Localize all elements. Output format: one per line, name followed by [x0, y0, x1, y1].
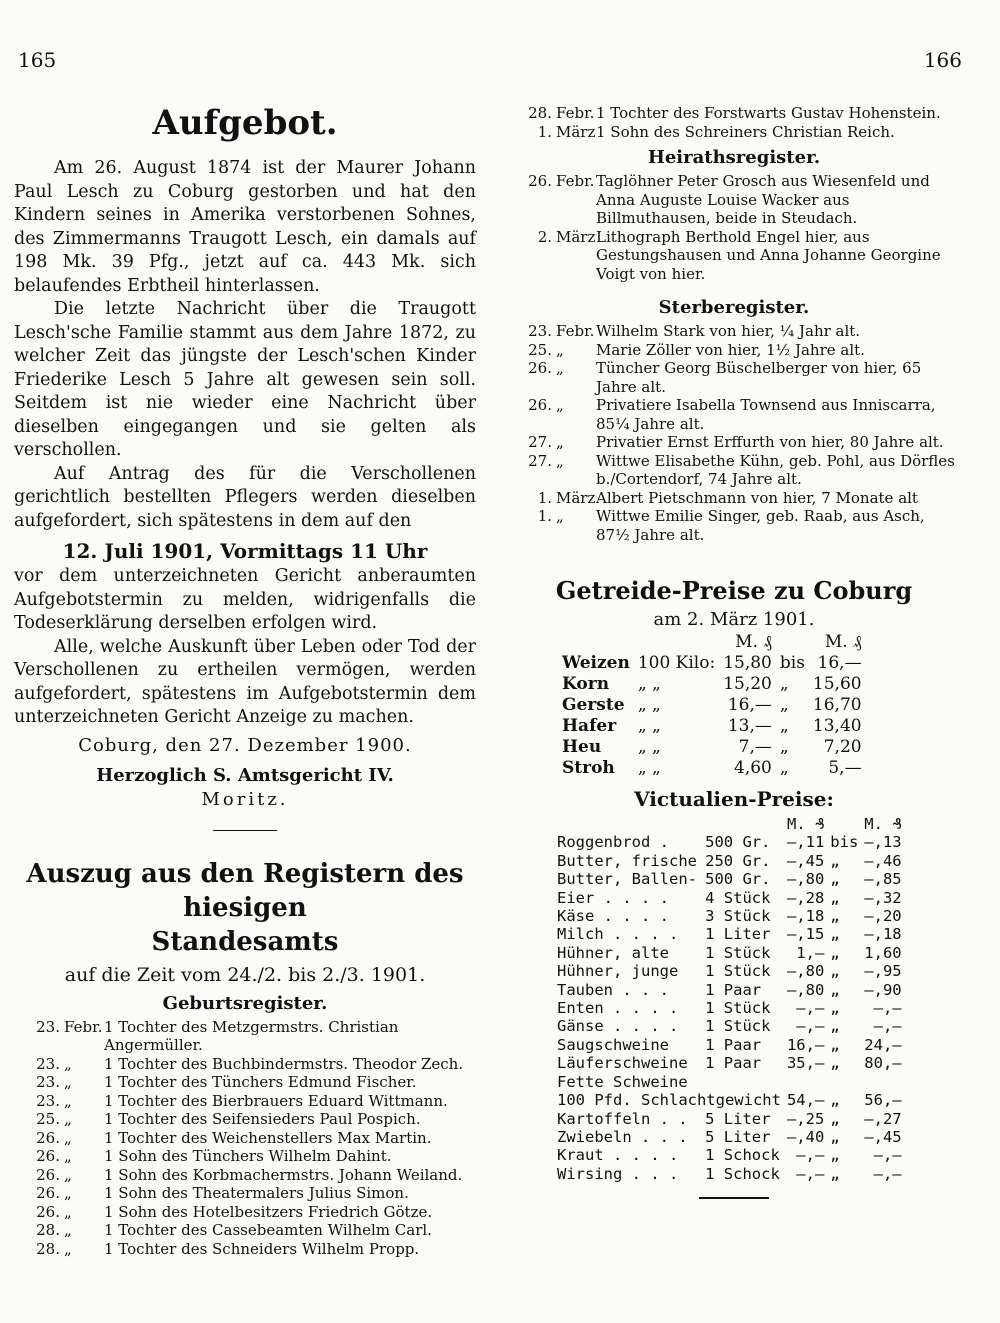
- price-separator: „: [830, 870, 840, 889]
- price-row: [554, 925, 905, 943]
- register-entry: 1 Tochter des Tünchers Edmund Fischer.: [104, 1073, 417, 1091]
- register-month: „: [556, 396, 564, 414]
- register-month: „: [64, 1221, 72, 1239]
- register-entry: 1 Sohn des Theatermalers Julius Simon.: [104, 1184, 409, 1202]
- price-item: Hafer: [562, 716, 617, 736]
- price-from: —,—: [796, 1017, 825, 1036]
- register-entry: Privatiere Isabella Townsend aus Inniscarra, 85¼ Jahre alt.: [596, 396, 936, 433]
- price-separator: „: [830, 943, 840, 962]
- price-from: —,28: [786, 888, 825, 907]
- register-month: „: [556, 340, 564, 359]
- register-month: Febr.: [64, 1017, 103, 1036]
- price-to: —,—: [873, 1017, 902, 1036]
- getreide-title: Getreide-Preise zu Coburg: [555, 576, 913, 605]
- heiratsregister-title: Heirathsregister.: [647, 147, 821, 168]
- register-month: „: [64, 1110, 72, 1128]
- price-from: —,15: [786, 925, 825, 944]
- register-month: „: [64, 1202, 72, 1221]
- price-separator: „: [830, 1164, 840, 1183]
- price-from: —,—: [796, 1164, 825, 1183]
- price-quantity: 1 Schock: [705, 1164, 780, 1183]
- price-item: Käse . . . .: [557, 907, 669, 926]
- register-row: [14, 1110, 476, 1129]
- price-to: 56,—: [864, 1091, 902, 1110]
- register-day: 2.: [537, 227, 552, 246]
- price-from: —,25: [786, 1109, 825, 1128]
- register-entry: Marie Zöller von hier, 1½ Jahre alt.: [596, 340, 865, 359]
- register-day: 26.: [36, 1165, 60, 1184]
- price-quantity: 1 Stück: [705, 1017, 771, 1036]
- aufgebot-date-line: 12. Juli 1901, Vormittags 11 Uhr: [62, 539, 428, 563]
- register-row: [506, 123, 962, 142]
- register-entry: Wilhelm Stark von hier, ¼ Jahr alt.: [596, 322, 861, 340]
- unit-header: M. ₰: [786, 815, 825, 833]
- register-entry: 1 Tochter des Forstwarts Gustav Hohenstein.: [596, 104, 941, 122]
- price-to: 24,—: [864, 1035, 902, 1054]
- price-from: —,80: [786, 870, 825, 889]
- price-separator: „: [830, 1146, 840, 1165]
- price-row: [554, 962, 905, 980]
- price-to: —,20: [864, 907, 902, 926]
- register-row: [506, 359, 962, 396]
- price-separator: „: [779, 716, 789, 736]
- price-row: [554, 1073, 905, 1091]
- price-to: 5,—: [828, 758, 862, 778]
- price-from: 1,—: [796, 943, 825, 962]
- price-quantity: „ „: [637, 758, 661, 778]
- register-day: 23.: [528, 322, 552, 340]
- price-item: Butter, Ballen-: [557, 870, 697, 889]
- price-from: —,11: [786, 833, 825, 852]
- price-to: 15,60: [812, 674, 862, 694]
- register-entry: 1 Sohn des Korbmachermstrs. Johann Weiland.: [104, 1165, 463, 1184]
- price-quantity: 500 Gr.: [705, 870, 771, 889]
- register-row: [14, 1073, 476, 1092]
- price-item: Kartoffeln . .: [557, 1109, 688, 1128]
- register-entry: Wittwe Elisabethe Kühn, geb. Pohl, aus Dörfles b./Cortendorf, 74 Jahre alt.: [596, 451, 955, 488]
- price-separator: „: [779, 758, 789, 778]
- register-row: [506, 341, 962, 360]
- register-entry: 1 Tochter des Seifensieders Paul Pospich.: [104, 1110, 421, 1128]
- page-number-left: 165: [18, 48, 57, 72]
- price-quantity: 1 Paar: [705, 1054, 762, 1073]
- price-separator: „: [830, 925, 840, 944]
- price-quantity: „ „: [637, 737, 661, 757]
- unit-header: M. ₰: [735, 632, 772, 652]
- register-entry: 1 Sohn des Hotelbesitzers Friedrich Götze.: [104, 1202, 433, 1221]
- price-from: 54,—: [786, 1091, 825, 1110]
- register-row: [506, 433, 962, 452]
- register-month: März: [556, 122, 596, 141]
- register-month: „: [64, 1073, 72, 1091]
- price-quantity: „ „: [637, 674, 661, 694]
- divider: [699, 1197, 769, 1199]
- price-quantity: 1 Stück: [705, 943, 771, 962]
- price-to: 13,40: [812, 716, 862, 736]
- price-from: 13,—: [727, 716, 772, 736]
- register-month: „: [556, 507, 564, 525]
- register-row: [506, 228, 962, 284]
- price-row: [554, 1146, 905, 1164]
- price-from: —,18: [786, 907, 825, 926]
- price-item: Tauben . . .: [557, 980, 669, 999]
- register-row: [506, 104, 962, 123]
- register-day: 26.: [528, 172, 552, 190]
- price-quantity: 500 Gr.: [705, 833, 771, 852]
- price-to: —,95: [864, 962, 902, 981]
- register-entry: 1 Tochter des Schneiders Wilhelm Propp.: [104, 1239, 420, 1258]
- price-from: 35,—: [786, 1054, 825, 1073]
- register-entry: Wittwe Emilie Singer, geb. Raab, aus Asch, 87½ Jahre alt.: [596, 507, 925, 544]
- register-row: [14, 1240, 476, 1259]
- price-quantity: 1 Paar: [705, 1035, 762, 1054]
- price-to: —,90: [864, 980, 902, 999]
- price-from: —,80: [786, 962, 825, 981]
- price-row: [558, 695, 866, 716]
- register-row: [14, 1203, 476, 1222]
- price-quantity: 1 Stück: [705, 962, 771, 981]
- geburtsregister-table: [14, 1018, 476, 1259]
- price-from: —,—: [796, 999, 825, 1018]
- price-to: —,—: [873, 999, 902, 1018]
- price-item: Wirsing . . .: [557, 1164, 679, 1183]
- aufgebot-title: Aufgebot.: [152, 103, 338, 143]
- price-from: 4,60: [734, 758, 772, 778]
- right-column: [506, 104, 962, 1213]
- register-month: Febr.: [556, 104, 595, 122]
- register-month: März: [556, 227, 596, 246]
- price-quantity: 4 Stück: [705, 888, 771, 907]
- register-entry: Tüncher Georg Büschelberger von hier, 65 Jahre alt.: [596, 359, 922, 396]
- price-row: [554, 981, 905, 999]
- price-item: Roggenbrod .: [557, 833, 669, 852]
- register-day: 23.: [36, 1017, 60, 1036]
- price-item: Hühner, junge: [557, 962, 679, 981]
- sterberegister-table: [506, 322, 962, 544]
- price-separator: „: [830, 1109, 840, 1128]
- price-from: —,80: [786, 980, 825, 999]
- auszug-period: auf die Zeit vom 24./2. bis 2./3. 1901.: [64, 963, 426, 986]
- getreide-date: am 2. März 1901.: [653, 609, 815, 630]
- price-row: [554, 852, 905, 870]
- register-row: [14, 1092, 476, 1111]
- price-from: —,—: [796, 1146, 825, 1165]
- price-to: [861, 1073, 904, 1091]
- price-row: [558, 674, 866, 695]
- price-row: [554, 999, 905, 1017]
- register-day: 26.: [528, 359, 552, 377]
- register-entry: 1 Tochter des Bierbrauers Eduard Wittmann.: [104, 1091, 448, 1110]
- price-item: Gerste: [562, 695, 625, 715]
- price-row: [558, 653, 866, 674]
- price-quantity: 1 Stück: [705, 999, 771, 1018]
- register-entry: 1 Tochter des Weichenstellers Max Martin.: [104, 1128, 432, 1147]
- register-entry: Albert Pietschmann von hier, 7 Monate alt: [596, 488, 918, 507]
- price-item: Eier . . . .: [557, 888, 669, 907]
- price-row: [558, 758, 866, 779]
- left-column: [14, 95, 476, 1258]
- price-separator: „: [830, 999, 840, 1018]
- unit-header: M. ₰: [864, 815, 902, 833]
- aufgebot-place-date: Coburg, den 27. Dezember 1900.: [78, 734, 412, 756]
- price-quantity: 1 Schock: [705, 1146, 780, 1165]
- register-month: März: [556, 488, 596, 507]
- register-row: [506, 322, 962, 341]
- register-month: „: [64, 1165, 72, 1184]
- register-row: [14, 1184, 476, 1203]
- price-from: 16,—: [727, 695, 772, 715]
- register-day: 27.: [528, 451, 552, 470]
- price-separator: „: [830, 962, 840, 981]
- register-entry: Taglöhner Peter Grosch aus Wiesenfeld und Anna Auguste Louise Wacker aus Billmuthausen, beide in Steudach.: [596, 172, 930, 227]
- price-quantity: 5 Liter: [705, 1127, 771, 1146]
- register-month: Febr.: [556, 322, 595, 340]
- register-row: [506, 452, 962, 489]
- price-row: [554, 833, 905, 851]
- price-quantity: 250 Gr.: [705, 851, 771, 870]
- register-day: 26.: [36, 1184, 60, 1202]
- page-number-right: 166: [923, 48, 962, 72]
- register-month: „: [64, 1147, 72, 1165]
- price-item: Läuferschweine: [557, 1054, 688, 1073]
- register-day: 28.: [36, 1221, 60, 1239]
- register-month: „: [556, 359, 564, 377]
- price-to: —,27: [864, 1109, 902, 1128]
- price-to: —,45: [864, 1127, 902, 1146]
- price-to: —,18: [864, 925, 902, 944]
- price-separator: „: [830, 980, 840, 999]
- price-row: [554, 1110, 905, 1128]
- price-to: —,85: [864, 870, 902, 889]
- register-day: 23.: [36, 1054, 60, 1073]
- price-row: [554, 1091, 905, 1109]
- price-row: [554, 1128, 905, 1146]
- register-row: [14, 1018, 476, 1055]
- register-entry: 1 Sohn des Schreiners Christian Reich.: [596, 122, 895, 141]
- register-day: 27.: [528, 433, 552, 451]
- price-to: —,—: [873, 1164, 902, 1183]
- auszug-title-2: Standesamts: [151, 926, 339, 957]
- price-from: 16,—: [786, 1035, 825, 1054]
- register-row: [506, 396, 962, 433]
- price-item: Hühner, alte: [557, 943, 669, 962]
- price-separator: „: [830, 1017, 840, 1036]
- register-day: 26.: [36, 1147, 60, 1165]
- price-row: [554, 1054, 905, 1072]
- price-item: Stroh: [562, 758, 615, 778]
- price-separator: „: [830, 1035, 840, 1054]
- register-month: „: [556, 451, 564, 470]
- price-separator: „: [830, 888, 840, 907]
- register-month: „: [64, 1054, 72, 1073]
- register-day: 23.: [36, 1091, 60, 1110]
- price-quantity: 3 Stück: [705, 907, 771, 926]
- register-month: „: [64, 1091, 72, 1110]
- register-row: [14, 1221, 476, 1240]
- price-item: Enten . . . .: [557, 999, 679, 1018]
- price-to: —,46: [864, 851, 902, 870]
- register-row: [506, 489, 962, 508]
- unit-header: M. ₰: [824, 632, 862, 652]
- price-separator: „: [830, 1127, 840, 1146]
- price-from: 15,80: [723, 653, 772, 673]
- price-quantity: [702, 1073, 784, 1091]
- price-to: —,13: [864, 833, 902, 852]
- price-from: 15,20: [723, 674, 772, 694]
- register-day: 23.: [36, 1073, 60, 1091]
- price-from: [784, 1073, 827, 1091]
- price-to: 1,60: [864, 943, 902, 962]
- register-row: [14, 1147, 476, 1166]
- price-item: Korn: [562, 674, 610, 694]
- price-separator: „: [830, 851, 840, 870]
- aufgebot-court: Herzoglich S. Amtsgericht IV.: [96, 764, 394, 786]
- register-entry: Privatier Ernst Erffurth von hier, 80 Jahre alt.: [596, 433, 944, 451]
- register-entry: 1 Sohn des Tünchers Wilhelm Dahint.: [104, 1147, 392, 1165]
- price-item: 100 Pfd. Schlachtgewicht: [557, 1091, 781, 1110]
- price-quantity: „ „: [637, 716, 661, 736]
- price-row: [554, 889, 905, 907]
- victualien-table: [554, 815, 905, 1183]
- price-quantity: „ „: [637, 695, 661, 715]
- register-row: [14, 1129, 476, 1148]
- price-item: Heu: [562, 737, 602, 757]
- register-day: 1.: [537, 488, 552, 507]
- price-separator: [827, 1073, 861, 1091]
- aufgebot-paragraph-2: Die letzte Nachricht über die Traugott Lesch'sche Familie stammt aus dem Jahre 1872, zu welcher Zeit das jüngste der Lesch'schen Kinder Friederike Lesch 5 Jahre alt gewesen sein soll. Seitdem ist nie wieder eine Nachricht über dieselben eingegangen und sie gelten als verschollen.: [14, 299, 476, 460]
- sterberegister-title: Sterberegister.: [658, 297, 810, 318]
- price-separator: „: [779, 695, 789, 715]
- register-day: 26.: [36, 1128, 60, 1147]
- register-day: 28.: [528, 104, 552, 122]
- register-day: 26.: [36, 1202, 60, 1221]
- price-quantity: 1 Liter: [705, 925, 771, 944]
- register-month: „: [556, 433, 564, 451]
- register-day: 25.: [36, 1110, 60, 1128]
- price-row: [554, 870, 905, 888]
- divider: [213, 830, 277, 831]
- register-day: 26.: [528, 396, 552, 414]
- price-separator: bis: [830, 833, 859, 852]
- victualien-title: Victualien-Preise:: [634, 787, 834, 811]
- register-month: „: [64, 1128, 72, 1147]
- register-entry: 1 Tochter des Buchbindermstrs. Theodor Zech.: [104, 1054, 464, 1073]
- aufgebot-paragraph-5: Alle, welche Auskunft über Leben oder Tod der Verschollenen zu ertheilen vermögen, werden aufgefordert, spätestens im Aufgebotstermin dem unterzeichneten Gericht Anzeige zu machen.: [14, 636, 476, 727]
- price-row: [554, 1017, 905, 1035]
- price-from: —,40: [786, 1127, 825, 1146]
- price-from: 7,—: [738, 737, 772, 757]
- heiratsregister-table: [506, 172, 962, 283]
- register-row: [14, 1055, 476, 1074]
- geburtsregister-table-cont: [506, 104, 962, 141]
- aufgebot-paragraph-1: Am 26. August 1874 ist der Maurer Johann Paul Lesch zu Coburg gestorben und hat den Kindern seines in Amerika verstorbenen Sohnes, des Zimmermanns Traugott Lesch, ein damals auf 198 Mk. 39 Pfg., jetzt auf ca. 443 Mk. sich belaufendes Erbtheil hinterlassen.: [14, 158, 476, 296]
- price-separator: „: [830, 1054, 840, 1073]
- price-row: [554, 1165, 905, 1183]
- price-row: [554, 1036, 905, 1054]
- price-item: Milch . . . .: [557, 925, 679, 944]
- price-to: 80,—: [864, 1054, 902, 1073]
- auszug-title: Auszug aus den Registern des hiesigen: [26, 858, 464, 923]
- register-day: 1.: [537, 122, 552, 141]
- aufgebot-signature: Moritz.: [201, 788, 289, 810]
- price-quantity: 100 Kilo:: [637, 653, 716, 673]
- register-row: [14, 1166, 476, 1185]
- register-month: „: [64, 1184, 72, 1202]
- register-row: [506, 507, 962, 544]
- price-row: [554, 907, 905, 925]
- price-row: [558, 737, 866, 758]
- register-row: [506, 172, 962, 228]
- price-quantity: 5 Liter: [705, 1109, 771, 1128]
- price-item: Kraut . . . .: [557, 1146, 679, 1165]
- price-to: 16,70: [812, 695, 862, 715]
- price-item: Zwiebeln . . .: [557, 1127, 688, 1146]
- aufgebot-paragraph-4: vor dem unterzeichneten Gericht anberaumten Aufgebotstermin zu melden, widrigenfalls die Todeserklärung derselben erfolgen wird.: [14, 566, 476, 633]
- price-separator: „: [830, 907, 840, 926]
- register-month: Febr.: [556, 172, 595, 190]
- price-separator: bis: [779, 653, 805, 673]
- price-item: Saugschweine: [557, 1035, 669, 1054]
- price-separator: „: [779, 674, 789, 694]
- price-item: Gänse . . . .: [557, 1017, 679, 1036]
- register-day: 1.: [537, 507, 552, 525]
- register-day: 28.: [36, 1239, 60, 1258]
- price-item: Weizen: [562, 653, 630, 673]
- price-item: Butter, frische: [557, 851, 697, 870]
- price-separator: „: [779, 737, 789, 757]
- price-to: 7,20: [823, 737, 862, 757]
- price-to: —,32: [864, 888, 902, 907]
- register-entry: 1 Tochter des Cassebeamten Wilhelm Carl.: [104, 1221, 432, 1239]
- register-day: 25.: [528, 340, 552, 359]
- getreide-table: [558, 632, 866, 779]
- register-month: „: [64, 1239, 72, 1258]
- price-to: 16,—: [817, 653, 862, 673]
- register-entry: Lithograph Berthold Engel hier, aus Gestungshausen und Anna Johanne Georgine Voigt von hier.: [596, 227, 941, 283]
- register-entry: 1 Tochter des Metzgermstrs. Christian Angermüller.: [104, 1017, 399, 1054]
- price-from: —,45: [786, 851, 825, 870]
- aufgebot-paragraph-3: Auf Antrag des für die Verschollenen gerichtlich bestellten Pflegers werden dieselben aufgefordert, sich spätestens in dem auf den: [14, 463, 476, 531]
- price-row: [558, 716, 866, 737]
- geburtsregister-title: Geburtsregister.: [162, 992, 328, 1014]
- price-to: —,—: [873, 1146, 902, 1165]
- price-row: [554, 944, 905, 962]
- price-separator: „: [830, 1091, 840, 1110]
- price-quantity: 1 Paar: [705, 980, 762, 999]
- price-item: Fette Schweine: [557, 1072, 688, 1091]
